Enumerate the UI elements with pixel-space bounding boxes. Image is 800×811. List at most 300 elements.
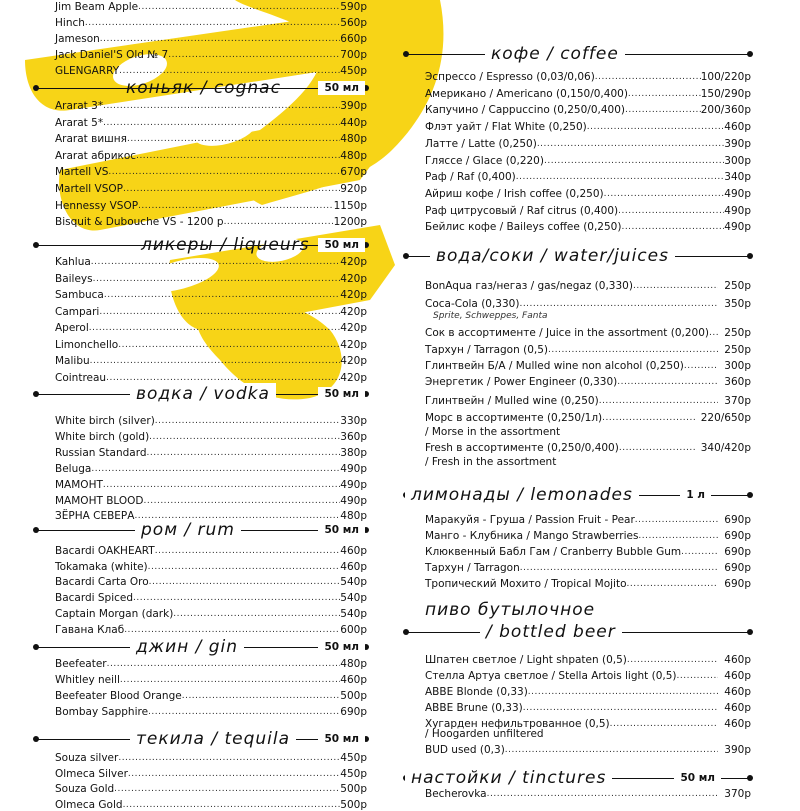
item-price: 390р (724, 744, 751, 756)
fresh-continuation: / Fresh in the assortment (425, 456, 557, 468)
menu-item (425, 374, 751, 388)
item-name: Aperol (55, 322, 89, 334)
section-title: кофе / coffee (485, 43, 625, 65)
item-price: 460р (340, 560, 367, 573)
item-name: Beluga (55, 462, 92, 475)
mors-continuation: / Morse in the assortment (425, 426, 561, 438)
menu-item (55, 353, 367, 367)
item-name: Jameson (55, 33, 100, 45)
item-name: ЗЁРНА СЕВЕРА (55, 510, 135, 523)
item-price: 420р (340, 305, 367, 318)
menu-item (55, 461, 367, 475)
section-volume: 50 мл (318, 238, 365, 252)
leader-dots (548, 344, 718, 356)
menu-item (425, 652, 751, 666)
item-price: 480р (340, 658, 367, 670)
leader-dots (155, 545, 341, 557)
menu-item (55, 47, 367, 61)
section-title: джин / gin (130, 636, 244, 658)
menu-item (55, 254, 367, 268)
divider-dot-left (403, 51, 409, 57)
leader-dots (91, 463, 340, 475)
menu-item (425, 136, 751, 150)
leader-dots (621, 221, 724, 233)
divider-dot-left (33, 644, 39, 650)
item-price: 420р (340, 371, 367, 384)
leader-dots (118, 752, 340, 764)
item-name: Souza Gold (55, 783, 115, 796)
menu-item (55, 429, 367, 443)
menu-item (55, 574, 367, 588)
menu-item (425, 186, 751, 200)
leader-dots (114, 783, 340, 795)
item-price: 490р (724, 204, 751, 217)
item-price: 370р (724, 395, 751, 407)
item-name: Латте / Latte (0,250) (425, 137, 537, 150)
menu-item (425, 440, 751, 454)
item-price: 420р (340, 322, 367, 334)
item-name: Хугарден нефильтрованное (0,5) (425, 718, 610, 730)
section-volume: 50 мл (318, 387, 365, 401)
leader-dots (595, 71, 701, 83)
beer-title-line1: пиво бутылочное (425, 600, 596, 620)
leader-dots (91, 256, 340, 268)
menu-item (55, 63, 367, 77)
menu-item (55, 750, 367, 764)
item-name: Раф / Raf (0,400) (425, 171, 516, 184)
menu-item (425, 325, 751, 339)
item-name: Тархун / Tarragon (0,5) (425, 344, 548, 356)
leader-dots (106, 372, 340, 384)
item-name: BonAqua газ/негаз / gas/negaz (0,330) (425, 280, 633, 292)
item-name: Bacardi Carta Oro (55, 576, 149, 589)
item-name: Айриш кофе / Irish coffee (0,250) (425, 187, 604, 200)
item-price: 700р (340, 49, 367, 61)
menu-item (55, 590, 367, 604)
menu-item (55, 320, 367, 334)
leader-dots (120, 674, 340, 686)
item-price: 420р (340, 355, 367, 367)
menu-item (55, 370, 367, 384)
item-price: 690р (340, 706, 367, 718)
item-price: 460р (724, 718, 751, 730)
item-price: 350р (724, 298, 751, 310)
section-liqueurs (35, 234, 367, 256)
leader-dots (681, 546, 718, 558)
item-name: BUD used (0,3) (425, 744, 505, 756)
menu-item (425, 700, 751, 714)
menu-item (55, 304, 367, 318)
item-price: 250р (724, 280, 751, 292)
section-gin (35, 636, 367, 658)
item-name: Kahlua (55, 256, 91, 268)
menu-item (55, 115, 367, 129)
leader-dots (103, 100, 340, 112)
leader-dots (627, 578, 719, 590)
section-vodka (35, 383, 367, 405)
section-volume: 50 мл (318, 81, 365, 95)
leader-dots (149, 431, 340, 443)
menu-item (425, 528, 751, 542)
leader-dots (528, 686, 718, 698)
menu-item (55, 477, 367, 491)
leader-dots (638, 530, 718, 542)
item-name: Ararat вишня (55, 133, 127, 146)
item-price: 490р (724, 221, 751, 234)
item-name: Jim Beam Apple (55, 1, 139, 13)
leader-dots (617, 376, 718, 388)
item-price: 660р (340, 33, 367, 45)
item-price: 420р (340, 272, 367, 285)
section-volume: 1 л (680, 488, 711, 502)
item-price: 390р (340, 100, 367, 112)
menu-item (55, 271, 367, 285)
item-name: Маракуйя - Груша / Passion Fruit - Pear (425, 514, 635, 526)
item-name: Гавана Клаб (55, 623, 125, 636)
item-price: 420р (340, 338, 367, 351)
item-price: 600р (340, 623, 367, 636)
leader-dots (90, 355, 341, 367)
leader-dots (599, 395, 719, 407)
item-name: ABBE Blonde (0,33) (425, 686, 528, 698)
item-name: Раф цитрусовый / Raf citrus (0,400) (425, 204, 619, 217)
menu-item (55, 543, 367, 557)
leader-dots (138, 1, 340, 13)
menu-item (55, 688, 367, 702)
section-title: ром / rum (135, 519, 241, 541)
menu-item (425, 119, 751, 133)
item-name: Сок в ассортименте / Juice in the assortment (0,200) (425, 327, 710, 339)
menu-item (55, 98, 367, 112)
item-name: Глинтвейн / Mulled wine (0,250) (425, 395, 599, 407)
item-name: White birch (gold) (55, 430, 150, 443)
item-price: 500р (340, 783, 367, 796)
item-price: 420р (340, 289, 367, 301)
section-volume: 50 мл (318, 640, 365, 654)
item-name: Jack Daniel'S Old № 7 (55, 49, 169, 61)
leader-dots (144, 495, 341, 507)
item-name: Тархун / Tarragon (425, 562, 520, 574)
leader-dots (138, 200, 334, 212)
leader-dots (224, 216, 334, 228)
menu-item (55, 797, 367, 811)
item-name: Энергетик / Power Engineer (0,330) (425, 376, 618, 388)
leader-dots (99, 306, 340, 318)
section-title: текила / tequila (130, 728, 296, 750)
leader-dots (587, 121, 725, 133)
menu-item (55, 493, 367, 507)
item-name: Campari (55, 305, 100, 318)
item-price: 590р (340, 1, 367, 13)
leader-dots (124, 624, 340, 636)
leader-dots (618, 205, 724, 217)
item-name: Whitley neill (55, 674, 120, 686)
divider-dot-left (33, 85, 39, 91)
item-price: 920р (340, 183, 367, 195)
item-price: 560р (340, 17, 367, 29)
item-name: Тропический Мохито / Tropical Mojito (425, 578, 627, 590)
item-name: Ararat абрикос (55, 149, 137, 162)
item-price: 1150р (333, 199, 367, 212)
leader-dots (100, 33, 341, 45)
divider-dot-left (33, 242, 39, 248)
section-title: водка / vodka (130, 383, 276, 405)
leader-dots (85, 17, 340, 29)
item-name: Bisquit & Dubouche VS - 1200 р (55, 216, 224, 229)
item-price: 220/650р (700, 412, 751, 424)
item-name: Beefeater Blood Orange (55, 690, 182, 702)
item-name: Baileys (55, 272, 93, 285)
item-price: 690р (724, 514, 751, 526)
leader-dots (168, 49, 340, 61)
item-name: МАМОНТ BLOOD (55, 494, 144, 507)
divider-dot-left (33, 736, 39, 742)
leader-dots (118, 339, 340, 351)
item-name: Olmeca Gold (55, 798, 123, 811)
item-name: Эспрессо / Espresso (0,03/0,06) (425, 71, 595, 83)
item-price: 250р (724, 344, 751, 356)
item-name: Russian Standard (55, 446, 147, 459)
divider-dot-right (747, 492, 753, 498)
item-name: GLENGARRY (55, 65, 120, 77)
leader-dots (104, 289, 340, 301)
menu-item (425, 668, 751, 682)
item-price: 390р (724, 137, 751, 150)
leader-dots (93, 273, 341, 285)
leader-dots (537, 138, 724, 150)
leader-dots (487, 788, 719, 800)
leader-dots (619, 442, 695, 454)
item-price: 490р (340, 478, 367, 491)
item-name: Sambuca (55, 289, 104, 301)
item-price: 670р (340, 166, 367, 179)
leader-dots (628, 88, 701, 100)
leader-dots (155, 415, 340, 427)
item-price: 490р (340, 494, 367, 507)
leader-dots (123, 799, 341, 811)
item-price: 690р (724, 530, 751, 542)
menu-item (425, 393, 751, 407)
item-name: Bombay Sapphire (55, 706, 149, 718)
leader-dots (103, 479, 340, 491)
section-title: настойки / tinctures (405, 767, 612, 789)
item-price: 440р (340, 116, 367, 129)
item-price: 690р (724, 562, 751, 574)
menu-item (425, 86, 751, 100)
divider-dot-right (747, 629, 753, 635)
item-price: 480р (340, 133, 367, 146)
menu-item (425, 153, 751, 167)
item-name: ABBE Brune (0,33) (425, 702, 523, 714)
item-name: Ararat 5* (55, 116, 104, 129)
section-title: вода/соки / water/juices (430, 245, 675, 267)
item-name: Капучино / Cappuccino (0,250/0,400) (425, 104, 625, 117)
leader-dots (520, 562, 719, 574)
menu-item (425, 576, 751, 590)
menu-item (55, 559, 367, 573)
leader-dots (523, 702, 719, 714)
item-name: Глинтвейн Б/А / Mulled wine non alcohol (0,250) (425, 360, 684, 372)
item-name: Манго - Клубника / Mango Strawberries (425, 530, 639, 542)
item-name: Флэт уайт / Flat White (0,250) (425, 121, 587, 134)
divider-dot-left (33, 391, 39, 397)
item-price: 460р (724, 702, 751, 714)
menu-item (425, 742, 751, 756)
item-name: Клюквенный Бабл Гам / Cranberry Bubble Gum (425, 546, 682, 558)
leader-dots (602, 412, 695, 424)
leader-dots (89, 322, 341, 334)
divider-dot-left (403, 629, 409, 635)
item-name: Шпатен светлое / Light shpaten (0,5) (425, 654, 627, 666)
menu-item (55, 198, 367, 212)
item-price: 490р (340, 462, 367, 475)
menu-item (55, 15, 367, 29)
item-price: 340/420р (700, 442, 751, 454)
menu-item (55, 766, 367, 780)
leader-dots (182, 690, 341, 702)
divider-dot-left (33, 527, 39, 533)
menu-item (425, 169, 751, 183)
item-price: 500р (340, 798, 367, 811)
menu-item (55, 131, 367, 145)
section-lemonades (405, 484, 751, 506)
item-price: 340р (724, 171, 751, 184)
leader-dots (677, 670, 719, 682)
item-name: Fresh в ассортименте (0,250/0,400) (425, 442, 619, 454)
item-price: 200/360р (700, 104, 751, 117)
item-price: 380р (340, 446, 367, 459)
menu-item (55, 148, 367, 162)
item-price: 300р (724, 154, 751, 167)
item-name: Bacardi Spiced (55, 592, 134, 605)
section-beer (405, 621, 751, 643)
section-cognac (35, 77, 367, 99)
item-name: White birch (silver) (55, 415, 155, 427)
leader-dots (128, 768, 340, 780)
leader-dots (709, 327, 718, 339)
menu-item (55, 164, 367, 178)
leader-dots (635, 514, 719, 526)
item-name: Бейлис кофе / Baileys coffee (0,250) (425, 221, 622, 234)
menu-item (55, 31, 367, 45)
item-price: 150/290р (700, 87, 751, 100)
menu-item (55, 781, 367, 795)
item-price: 300р (724, 360, 751, 372)
menu-item (55, 445, 367, 459)
leader-dots (627, 654, 718, 666)
menu-item (425, 342, 751, 356)
item-name: Bacardi OAKHEART (55, 545, 155, 557)
menu-item (425, 512, 751, 526)
item-name: Стелла Артуа светлое / Stella Artois light (0,5) (425, 670, 677, 682)
divider-dot-right (747, 253, 753, 259)
leader-dots (148, 561, 341, 573)
item-name: Ararat 3* (55, 100, 104, 112)
item-price: 360р (724, 376, 751, 388)
section-rum (35, 519, 367, 541)
item-name: Malibu (55, 355, 90, 367)
item-name: Captain Morgan (dark) (55, 607, 174, 620)
item-price: 500р (340, 690, 367, 702)
menu-item (425, 786, 751, 800)
item-price: 460р (724, 654, 751, 666)
item-name: Martell VS (55, 166, 109, 179)
item-price: 690р (724, 578, 751, 590)
section-title: / bottled beer (480, 621, 622, 643)
menu-item (55, 606, 367, 620)
menu-item (55, 214, 367, 228)
leader-dots (544, 155, 724, 167)
menu-item (55, 181, 367, 195)
menu-item (425, 219, 751, 233)
leader-dots (516, 171, 725, 183)
item-name: Cointreau (55, 371, 107, 384)
item-name: Tokamaka (white) (55, 560, 148, 573)
leader-dots (108, 166, 340, 178)
leader-dots (173, 608, 340, 620)
menu-item (425, 102, 751, 116)
leader-dots (123, 183, 340, 195)
divider-dot-left (403, 253, 409, 259)
menu-item (425, 544, 751, 558)
item-name: МАМОНТ (55, 478, 103, 491)
item-price: 460р (724, 686, 751, 698)
divider-dot-right (747, 775, 753, 781)
menu-item (425, 684, 751, 698)
item-price: 460р (724, 121, 751, 134)
leader-dots (148, 706, 340, 718)
item-price: 420р (340, 256, 367, 268)
item-price: 100/220р (700, 71, 751, 83)
menu-item (425, 69, 751, 83)
item-price: 540р (340, 576, 367, 589)
item-price: 480р (340, 510, 367, 523)
leader-dots (684, 360, 718, 372)
item-name: Olmeca Silver (55, 767, 128, 780)
item-name: Морс в ассортименте (0,250/1л) (425, 412, 603, 424)
menu-item (55, 287, 367, 301)
leader-dots (610, 718, 719, 730)
menu-item (425, 203, 751, 217)
leader-dots (119, 65, 340, 77)
leader-dots (633, 280, 718, 292)
menu-item (425, 278, 751, 292)
section-title: лимонады / lemonades (405, 484, 639, 506)
item-price: 450р (340, 767, 367, 780)
item-name: Hennessy VSOP (55, 199, 139, 212)
menu-item (425, 296, 751, 310)
item-name: Американо / Americano (0,150/0,400) (425, 87, 628, 100)
item-name: Hinch (55, 17, 85, 29)
section-tequila (35, 728, 367, 750)
item-name: Limonchello (55, 338, 119, 351)
leader-dots (107, 658, 341, 670)
item-name: Martell VSOP (55, 183, 124, 195)
leader-dots (604, 188, 725, 200)
section-coffee (405, 43, 751, 65)
leader-dots (149, 576, 341, 588)
section-volume: 50 мл (318, 732, 365, 746)
item-price: 330р (340, 415, 367, 427)
item-price: 450р (340, 752, 367, 764)
leader-dots (505, 744, 718, 756)
divider-dot-right (747, 51, 753, 57)
menu-item (55, 672, 367, 686)
item-price: 460р (340, 545, 367, 557)
menu-item (55, 656, 367, 670)
leader-dots (136, 150, 340, 162)
menu-item (55, 413, 367, 427)
